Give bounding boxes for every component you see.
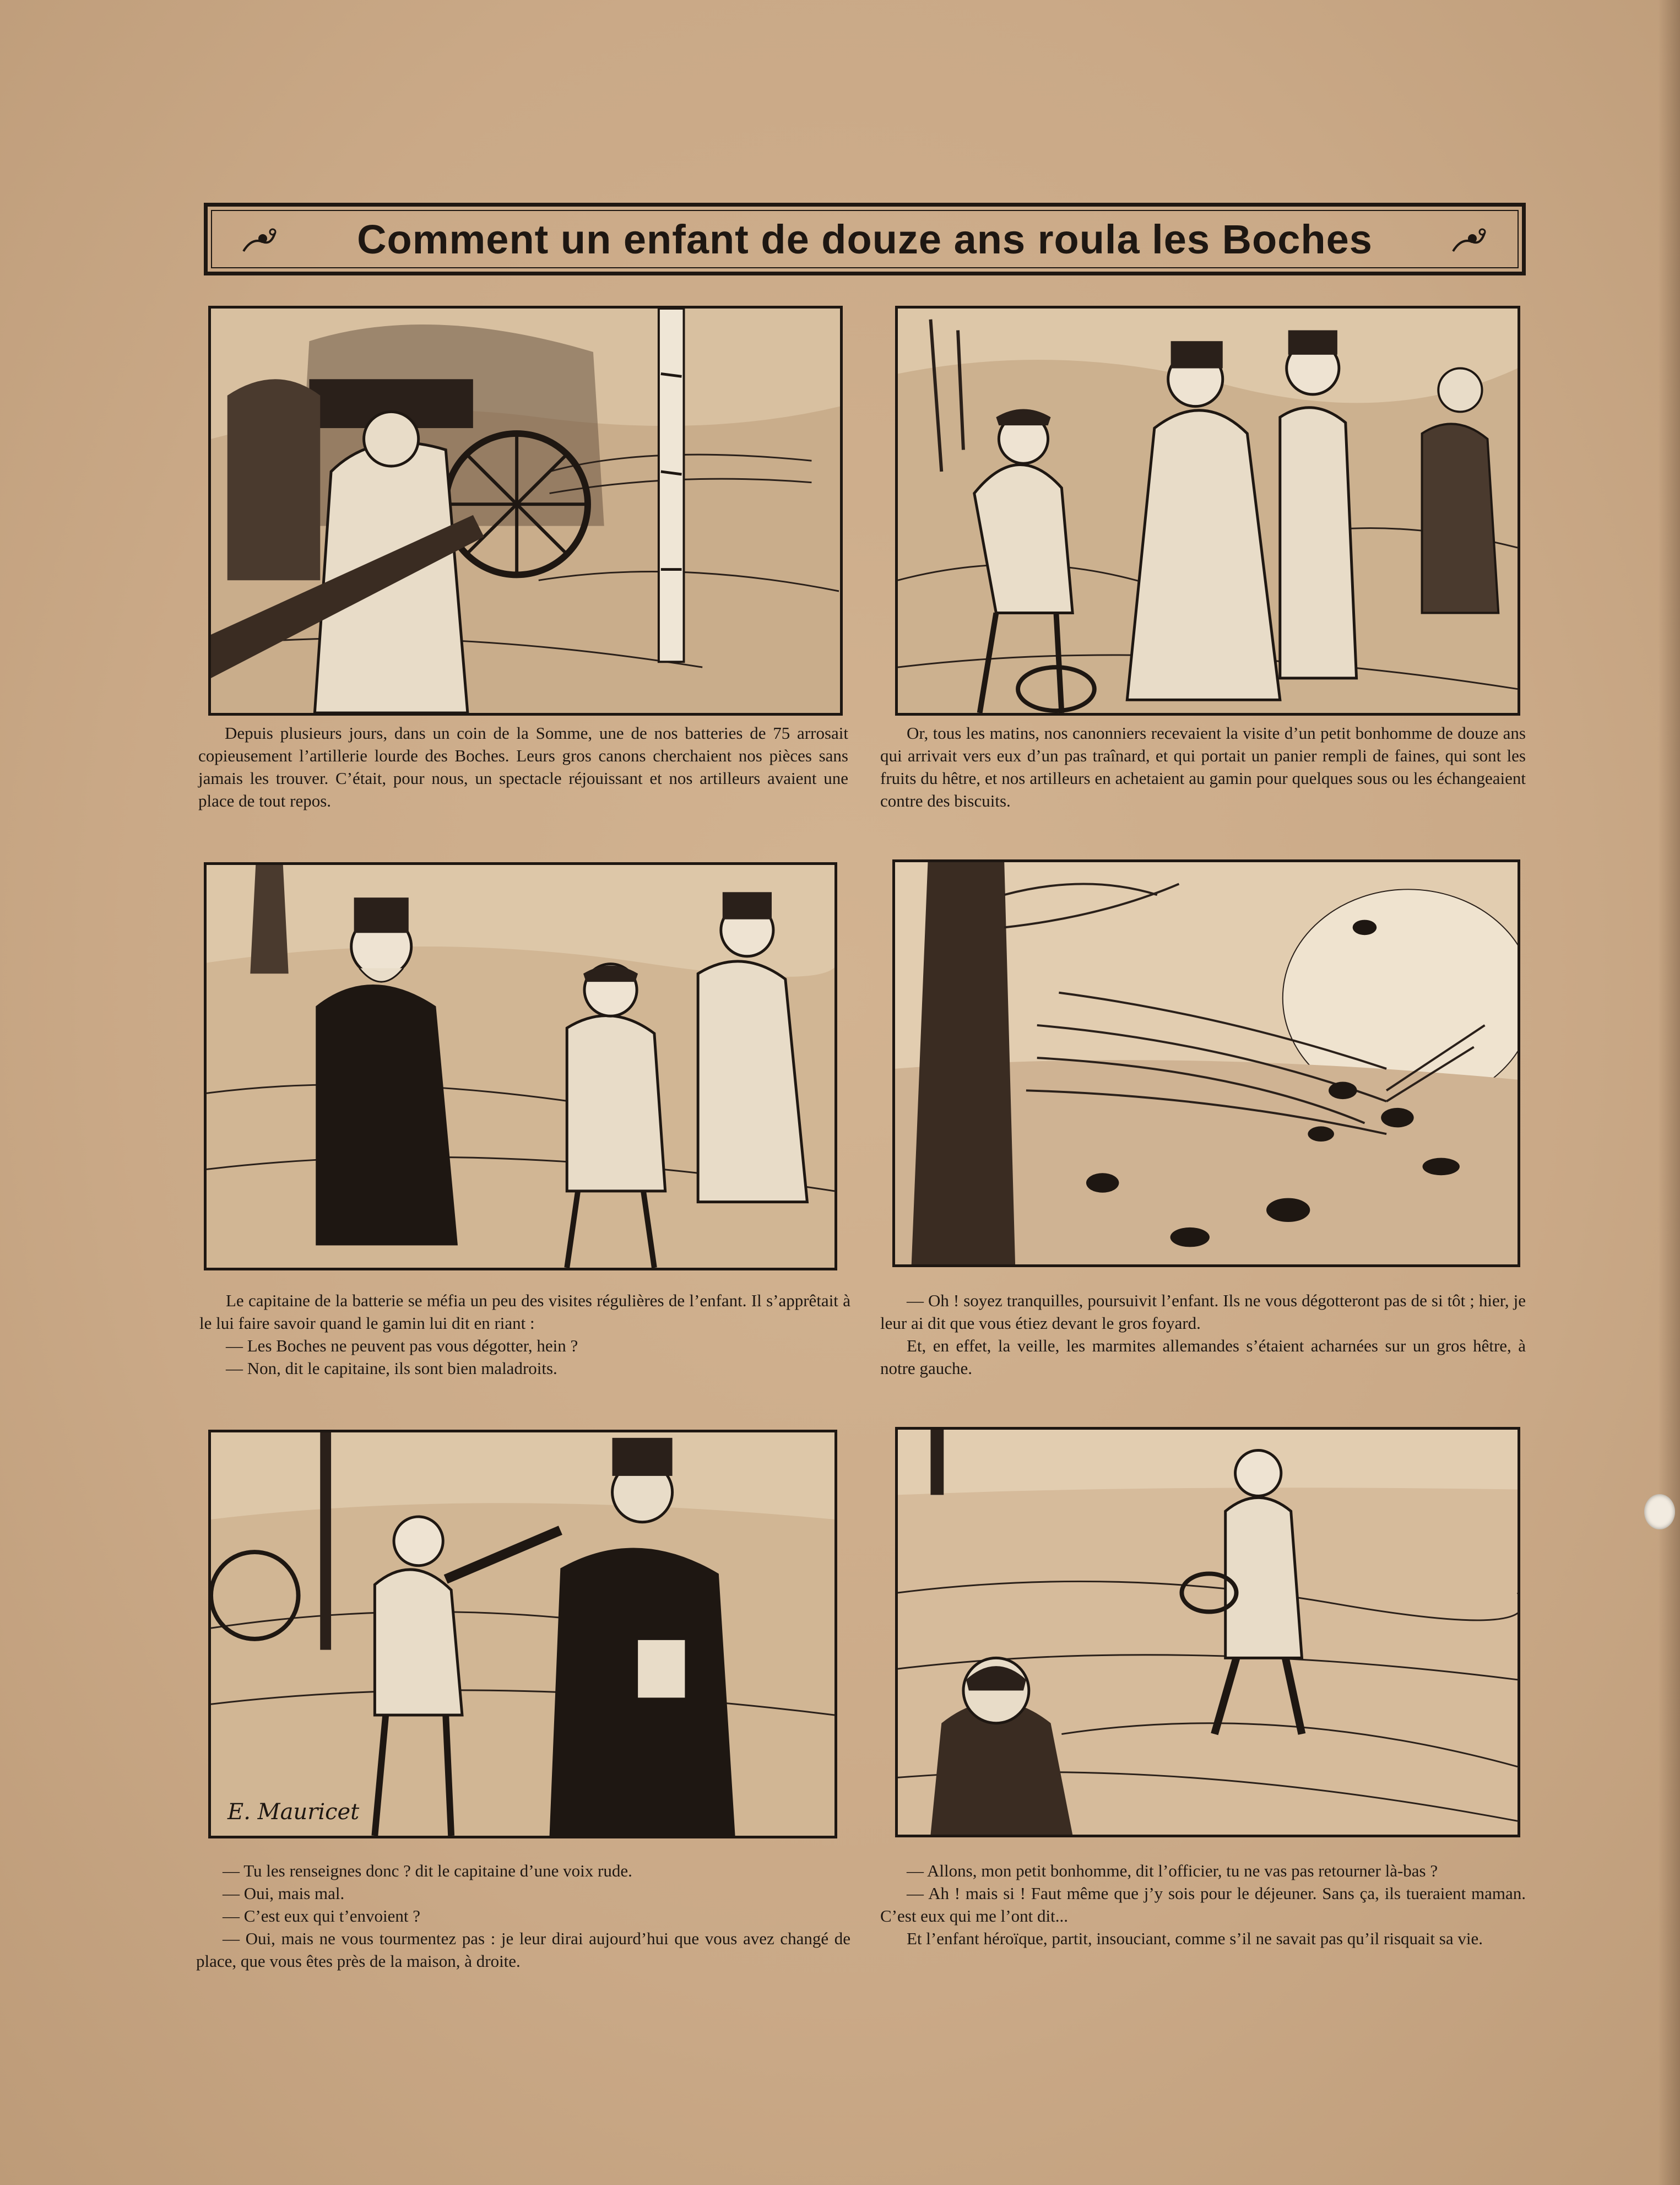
dialog-line: — Oui, mais mal.: [223, 1884, 345, 1903]
panel-3-illustration: [204, 862, 837, 1270]
panel-6-illustration: [895, 1427, 1520, 1837]
caption-paragraph: — Oh ! soyez tranquilles, poursuivit l’enfant. Ils ne vous dégotteront pas de si tôt ; hier, je leur ai dit que vous étiez devant le gros foyard.: [880, 1291, 1526, 1333]
page-edge-shadow: [1658, 0, 1680, 2185]
dialog-line: — Ah ! mais si ! Faut même que j’y sois pour le déjeuner. Sans ça, ils tueraient maman. C’est eux qui me l’ont dit...: [880, 1884, 1526, 1926]
page-title: Comment un enfant de douze ans roula les Boches: [357, 216, 1373, 262]
caption-paragraph: Et, en effet, la veille, les marmites allemandes s’étaient acharnées sur un gros hêtre, à notre gauche.: [880, 1336, 1526, 1378]
panel-2-illustration: [895, 306, 1520, 716]
panel-1-caption: [198, 722, 848, 812]
left-flourish-icon: [241, 226, 279, 255]
caption-paragraph: Et l’enfant héroïque, partit, insouciant, comme s’il ne savait pas qu’il risquait sa vie.: [907, 1929, 1483, 1948]
panel-5-caption: [196, 1859, 850, 1972]
panel-5-illustration: [208, 1430, 837, 1838]
panel-4-illustration: [892, 859, 1520, 1267]
caption-paragraph: Depuis plusieurs jours, dans un coin de la Somme, une de nos batteries de 75 arrosait copieusement l’artillerie lourde des Boches. Leurs gros canons cherchaient nos pièces sans jamais les trouver. C’était, pour nous, un spectacle réjouissant et nos artilleurs avaient une place de tout repos.: [198, 723, 848, 810]
panel-1-illustration: [208, 306, 843, 716]
punch-hole: [1644, 1494, 1675, 1529]
caption-paragraph: Or, tous les matins, nos canonniers recevaient la visite d’un petit bonhomme de douze ans qui arrivait vers eux d’un pas traînard, et qui portait un panier rempli de faines, qui sont les fruits du hêtre, et nos artilleurs en achetaient au gamin pour quelques sous ou les échangeaient contre des biscuits.: [880, 723, 1526, 810]
dialog-line: — C’est eux qui t’envoient ?: [223, 1906, 420, 1926]
right-flourish-icon: [1450, 226, 1489, 255]
panel-6-caption: [880, 1859, 1526, 1950]
dialog-line: — Oui, mais ne vous tourmentez pas : je leur dirai aujourd’hui que vous avez changé de place, que vous êtes près de la maison, à droite.: [196, 1929, 850, 1971]
caption-paragraph: Le capitaine de la batterie se méfia un peu des visites régulières de l’enfant. Il s’apprêtait à le lui faire savoir quand le gamin lui dit en riant :: [199, 1291, 850, 1333]
artist-signature: E. Mauricet: [227, 1799, 360, 1825]
dialog-line: — Les Boches ne peuvent pas vous dégotter, hein ?: [226, 1336, 578, 1355]
title-frame: [204, 203, 1526, 275]
panel-3-caption: [199, 1289, 850, 1380]
dialog-line: — Tu les renseignes donc ? dit le capitaine d’une voix rude.: [223, 1861, 632, 1880]
dialog-line: — Allons, mon petit bonhomme, dit l’officier, tu ne vas pas retourner là-bas ?: [907, 1861, 1438, 1880]
panel-4-caption: [880, 1289, 1526, 1380]
panel-2-caption: [880, 722, 1526, 812]
dialog-line: — Non, dit le capitaine, ils sont bien maladroits.: [226, 1359, 557, 1378]
